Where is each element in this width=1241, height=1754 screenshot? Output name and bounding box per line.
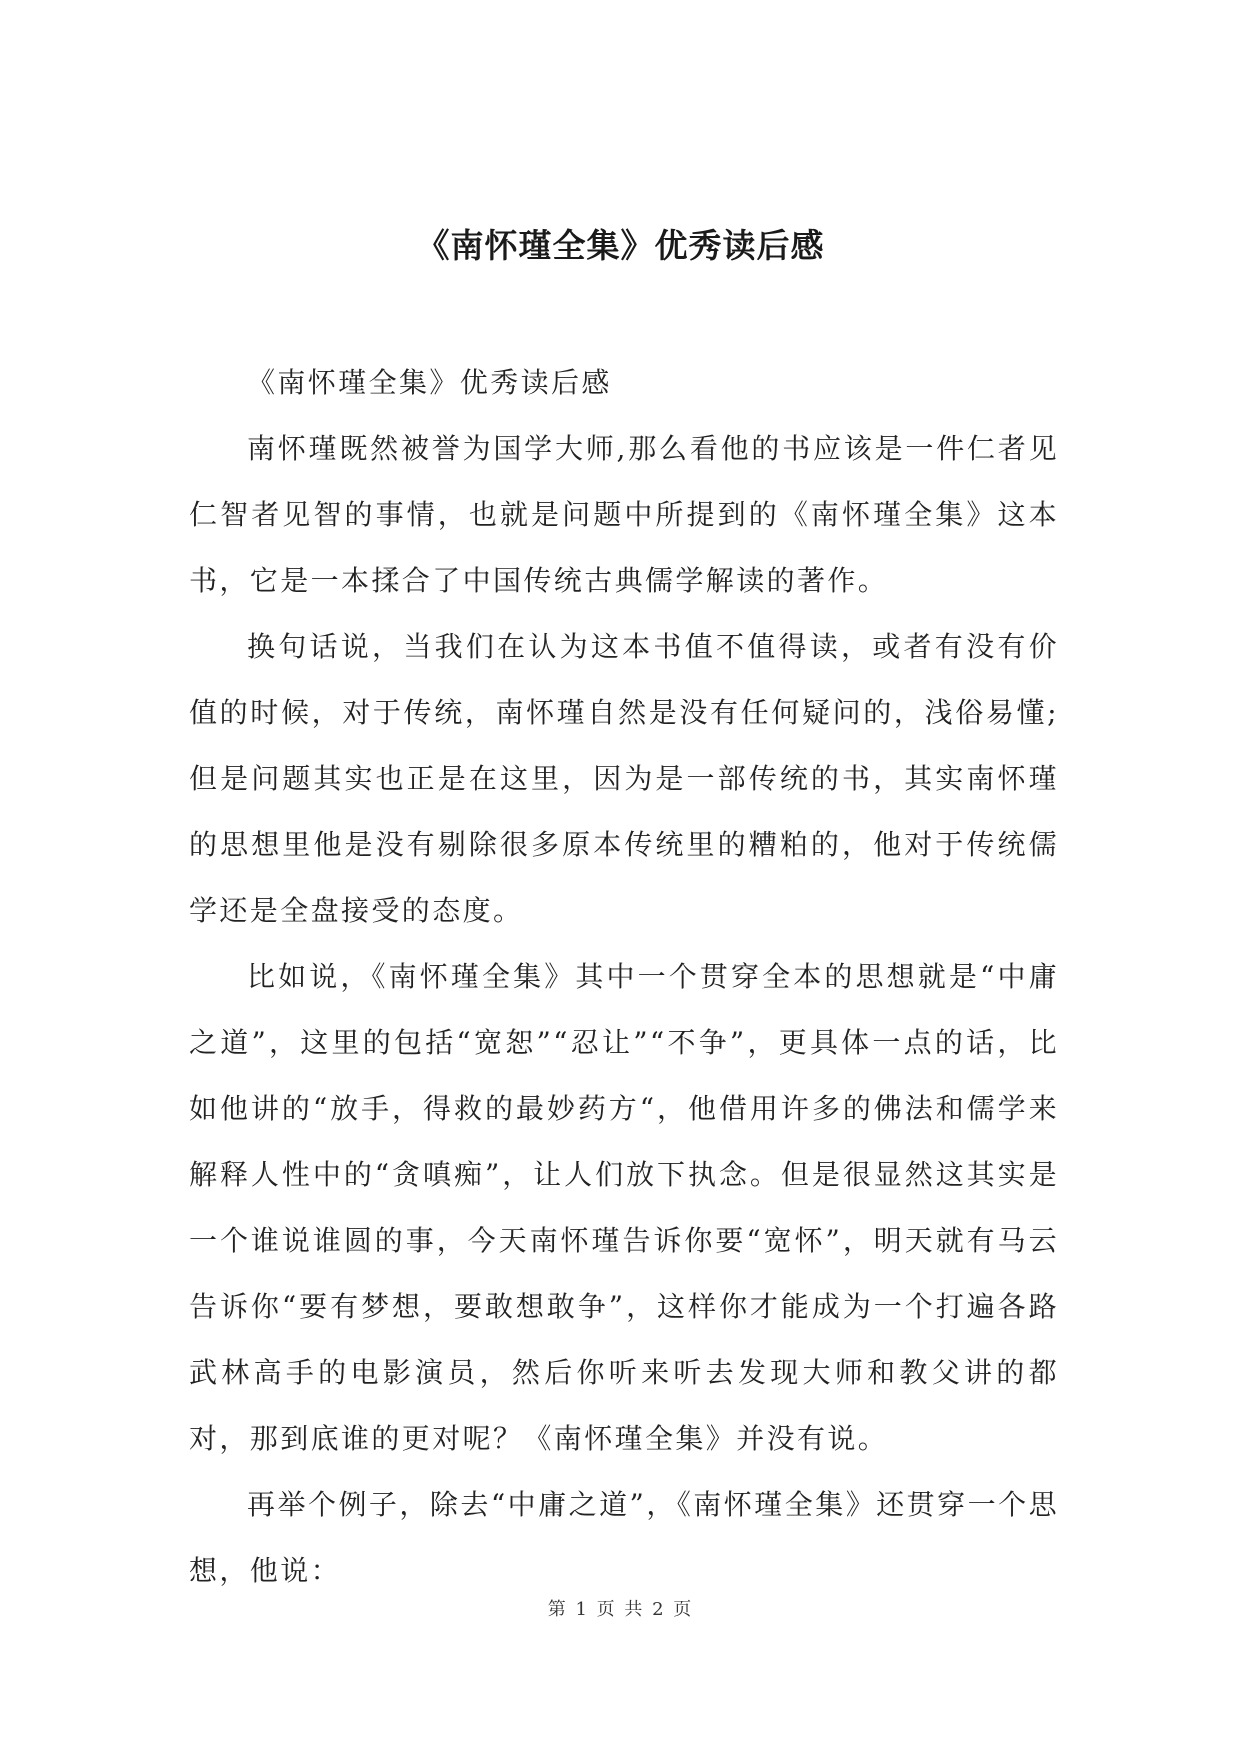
paragraph-subtitle: 《南怀瑾全集》优秀读后感 [247,366,612,399]
document-body [189,350,1059,1604]
paragraph: 再举个例子，除去“中庸之道”，《南怀瑾全集》还贯穿一个思想，他说： [189,1488,1059,1587]
paragraph: 南怀瑾既然被誉为国学大师,那么看他的书应该是一件仁者见仁智者见智的事情，也就是问题中所提到的《南怀瑾全集》这本书，它是一本揉合了中国传统古典儒学解读的著作。 [189,432,1059,597]
paragraph: 比如说，《南怀瑾全集》其中一个贯穿全本的思想就是“中庸之道”，这里的包括“宽恕”“忍让”“不争”，更具体一点的话，比如他讲的“放手，得救的最妙药方“，他借用许多的佛法和儒学来解释人性中的“贪嗔痴”，让人们放下执念。但是很显然这其实是一个谁说谁圆的事，今天南怀瑾告诉你要“宽怀”，明天就有马云告诉你“要有梦想，要敢想敢争”，这样你才能成为一个打遍各路武林高手的电影演员，然后你听来听去发现大师和教父讲的都对，那到底谁的更对呢？《南怀瑾全集》并没有说。 [189,960,1059,1455]
document-title: 《南怀瑾全集》优秀读后感 [416,226,825,265]
paragraph: 换句话说，当我们在认为这本书值不值得读，或者有没有价值的时候，对于传统，南怀瑾自然是没有任何疑问的，浅俗易懂;但是问题其实也正是在这里，因为是一部传统的书，其实南怀瑾的思想里他是没有剔除很多原本传统里的糟粕的，他对于传统儒学还是全盘接受的态度。 [189,630,1059,927]
page-footer: 第 1 页 共 2 页 [547,1599,694,1620]
